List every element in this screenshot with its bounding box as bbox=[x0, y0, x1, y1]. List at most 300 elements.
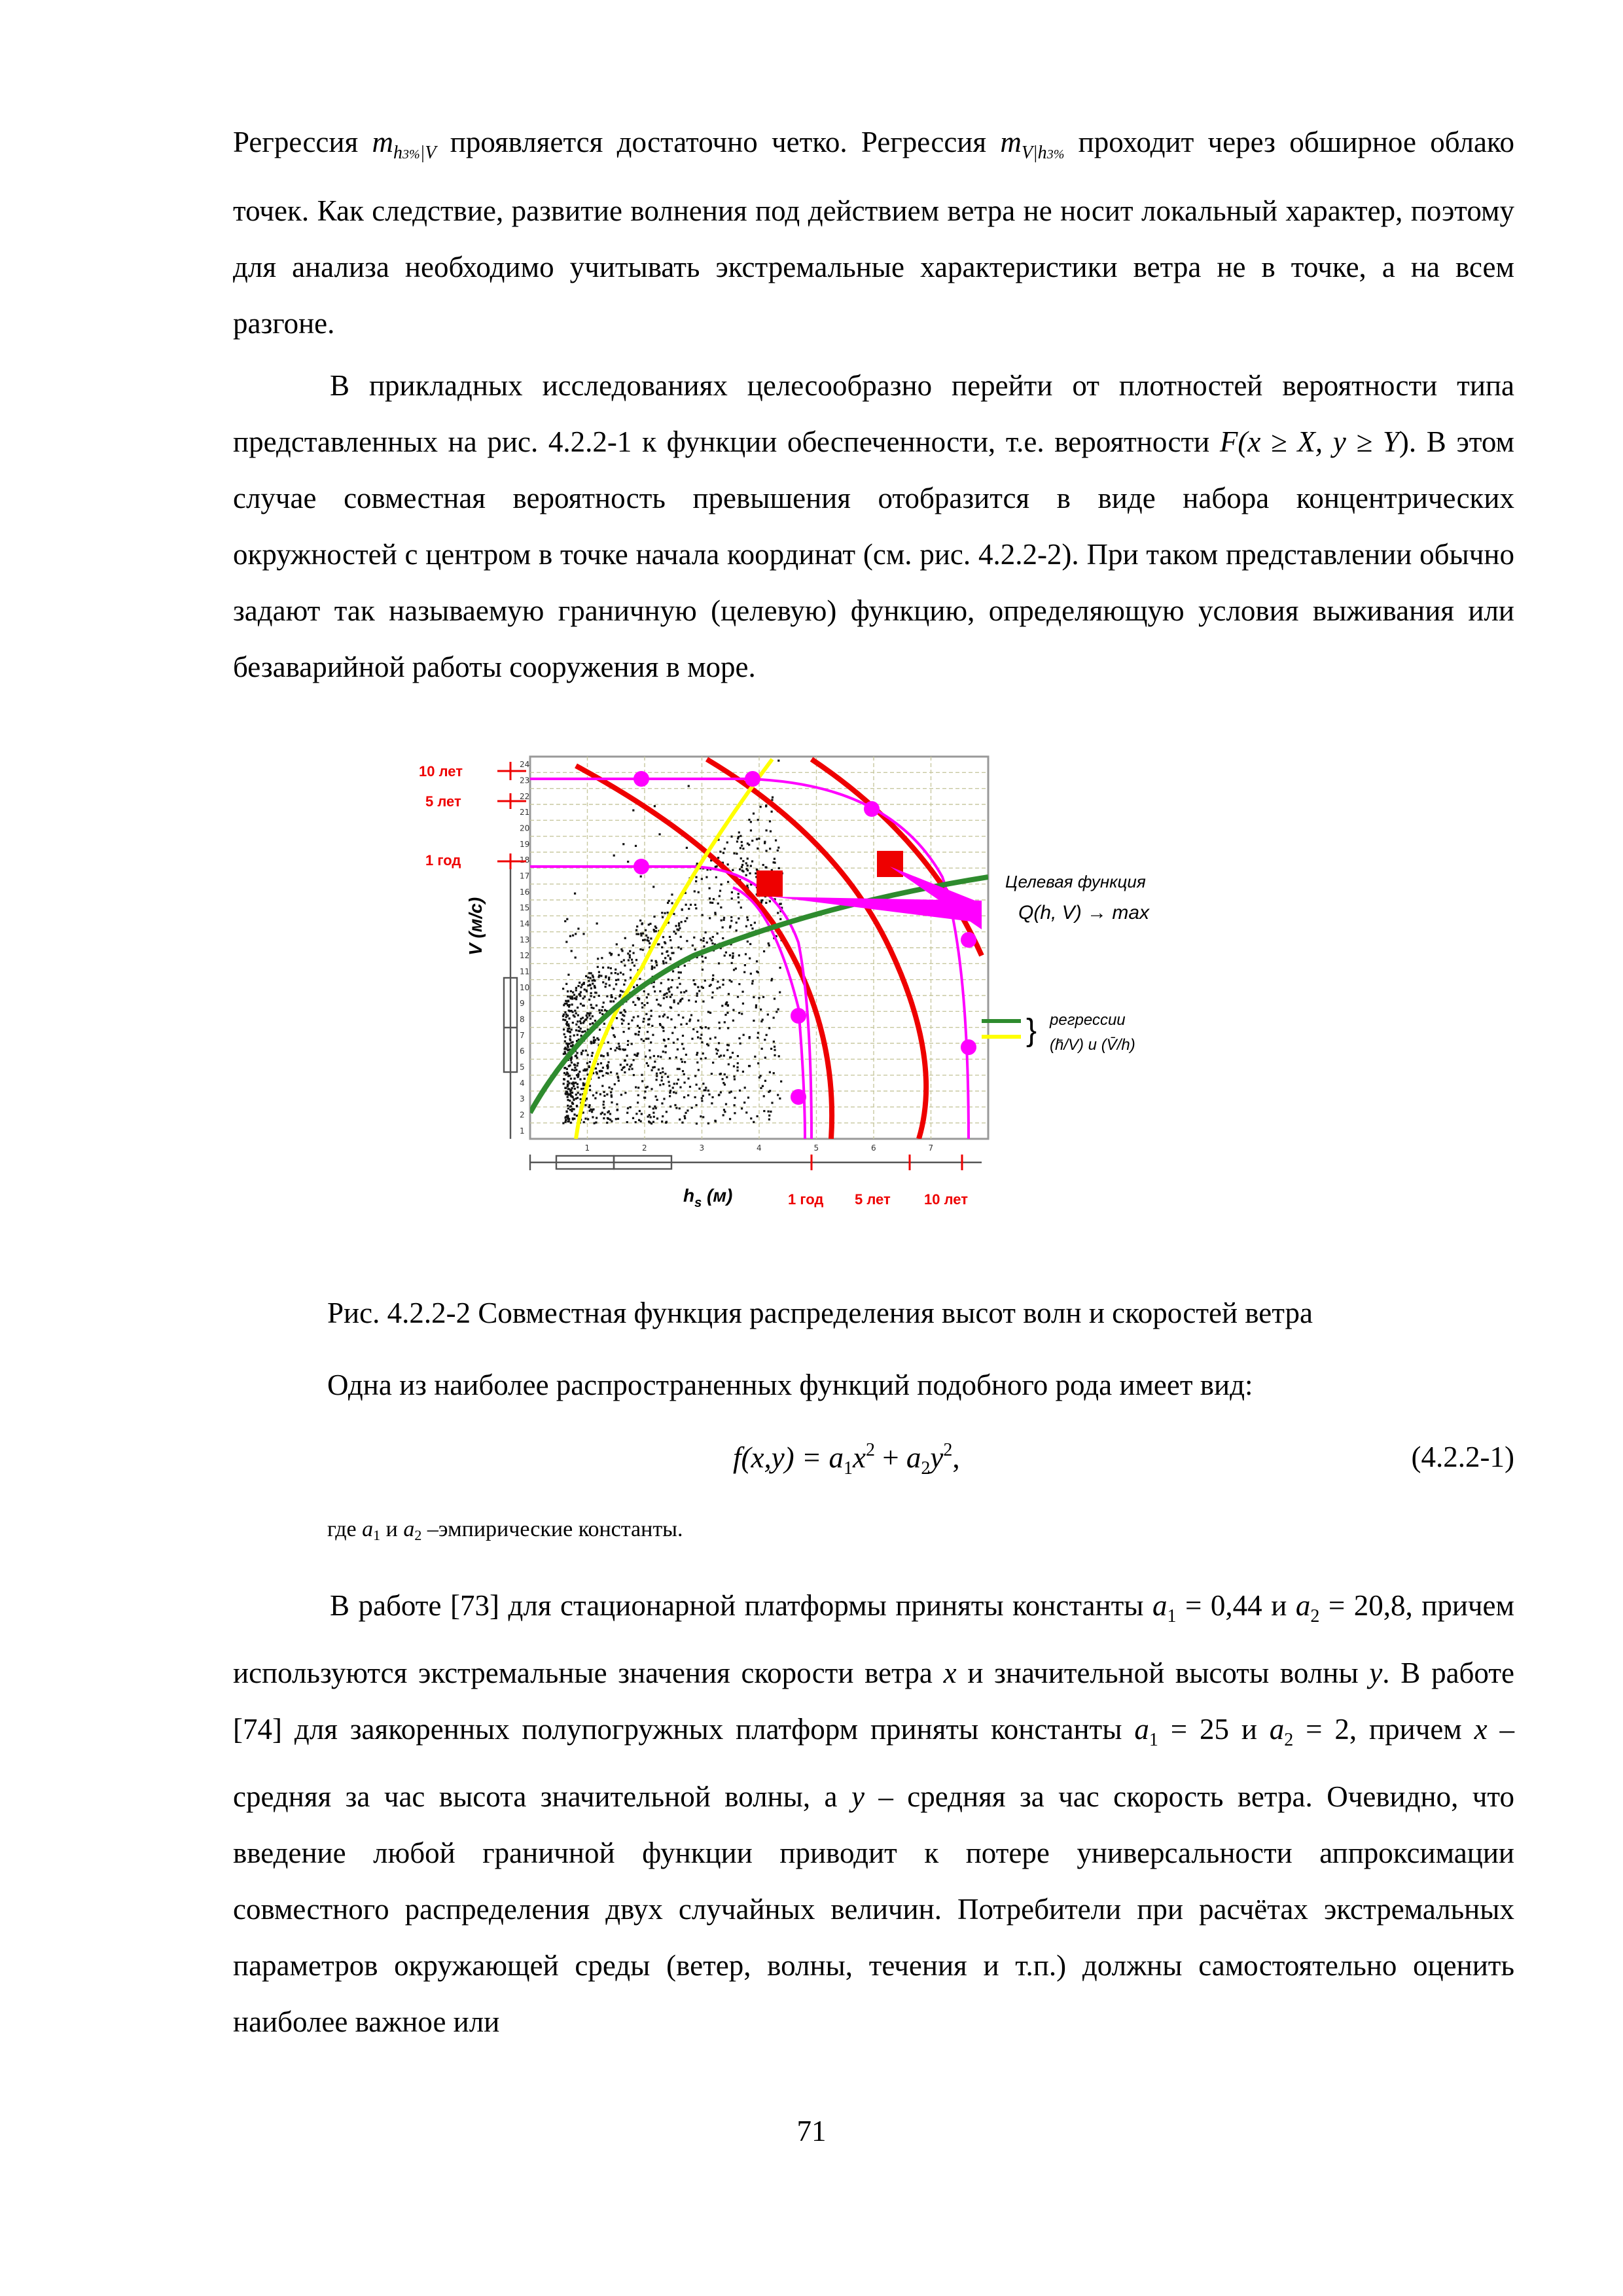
scatter-point bbox=[651, 965, 653, 967]
scatter-point bbox=[770, 831, 772, 833]
scatter-point bbox=[777, 850, 779, 852]
scatter-point bbox=[718, 1022, 720, 1024]
scatter-point bbox=[574, 893, 576, 895]
scatter-point bbox=[745, 868, 747, 870]
scatter-point bbox=[679, 983, 681, 985]
scatter-point bbox=[662, 1067, 664, 1069]
scatter-point bbox=[568, 1028, 570, 1030]
scatter-point bbox=[562, 1122, 564, 1124]
scatter-point bbox=[670, 1018, 672, 1020]
scatter-point bbox=[576, 1115, 578, 1117]
scatter-point bbox=[632, 1059, 634, 1061]
scatter-point bbox=[725, 1103, 727, 1105]
scatter-point bbox=[702, 961, 704, 963]
scatter-point bbox=[765, 866, 767, 868]
scatter-point bbox=[618, 954, 620, 956]
scatter-point bbox=[611, 1088, 613, 1090]
scatter-point bbox=[577, 1014, 579, 1016]
scatter-point bbox=[670, 986, 672, 988]
scatter-point bbox=[729, 926, 731, 928]
scatter-point bbox=[694, 984, 696, 986]
scatter-point bbox=[678, 922, 680, 924]
scatter-point bbox=[749, 943, 751, 945]
scatter-point bbox=[656, 1079, 658, 1081]
scatter-point bbox=[745, 1111, 747, 1113]
scatter-point bbox=[664, 1051, 666, 1053]
scatter-point bbox=[588, 1066, 590, 1067]
text: В работе [73] для стационарной платформы приняты константы bbox=[330, 1589, 1153, 1622]
scatter-point bbox=[777, 760, 779, 762]
scatter-point bbox=[579, 1078, 581, 1080]
scatter-point bbox=[750, 973, 752, 975]
scatter-point bbox=[577, 1092, 579, 1094]
scatter-point bbox=[698, 891, 700, 893]
scatter-point bbox=[566, 1021, 568, 1023]
scatter-point bbox=[780, 1081, 782, 1083]
formula-number: (4.2.2-1) bbox=[1411, 1441, 1514, 1473]
y-tick: 14 bbox=[520, 919, 530, 929]
scatter-point bbox=[736, 1069, 738, 1071]
scatter-point bbox=[569, 1035, 571, 1037]
scatter-point bbox=[685, 904, 687, 906]
scatter-point bbox=[679, 1119, 681, 1121]
scatter-point bbox=[618, 1045, 620, 1047]
scatter-point bbox=[664, 912, 666, 914]
scatter-point bbox=[753, 812, 755, 814]
scatter-point bbox=[576, 1052, 578, 1054]
scatter-point bbox=[628, 1068, 630, 1070]
scatter-point bbox=[613, 988, 615, 990]
scatter-point bbox=[750, 821, 752, 823]
scatter-point bbox=[596, 1005, 597, 1007]
scatter-point bbox=[774, 1049, 776, 1051]
scatter-point bbox=[567, 990, 569, 992]
y-tick: 13 bbox=[520, 935, 530, 944]
scatter-point bbox=[590, 1007, 592, 1009]
scatter-point bbox=[586, 1014, 588, 1016]
scatter-point bbox=[713, 898, 715, 900]
scatter-point bbox=[732, 1020, 734, 1022]
scatter-point bbox=[662, 936, 664, 938]
legend-brace: } bbox=[1026, 1013, 1037, 1048]
scatter-point bbox=[733, 1066, 735, 1067]
scatter-point bbox=[607, 1054, 609, 1056]
formula-a1-sub: 1 bbox=[844, 1458, 853, 1479]
math-condition: |V bbox=[419, 143, 437, 163]
scatter-point bbox=[773, 1041, 775, 1043]
scatter-point bbox=[700, 1033, 702, 1035]
scatter-point bbox=[652, 1034, 654, 1036]
text: = 20,8, причем используются экстремальные значения скорости ветра bbox=[233, 1589, 1514, 1689]
scatter-point bbox=[584, 1104, 586, 1106]
scatter-point bbox=[587, 984, 589, 986]
scatter-point bbox=[691, 1038, 693, 1040]
scatter-point bbox=[582, 1084, 584, 1086]
scatter-point bbox=[688, 1020, 690, 1022]
scatter-point bbox=[669, 1105, 671, 1107]
scatter-point bbox=[662, 962, 664, 964]
scatter-point bbox=[753, 1121, 755, 1123]
scatter-point bbox=[587, 1054, 589, 1056]
scatter-point bbox=[738, 983, 740, 985]
scatter-point bbox=[734, 1112, 736, 1114]
scatter-point bbox=[703, 945, 705, 947]
scatter-point bbox=[647, 1037, 649, 1039]
scatter-point bbox=[715, 1048, 717, 1050]
math-expression: F(x ≥ X, bbox=[1219, 425, 1323, 458]
scatter-point bbox=[602, 1067, 604, 1069]
formula-a1: a bbox=[829, 1441, 844, 1474]
scatter-point bbox=[675, 1092, 677, 1094]
scatter-point bbox=[732, 952, 734, 954]
scatter-point bbox=[662, 960, 664, 962]
bottom-label-5yr: 5 лет bbox=[855, 1191, 891, 1208]
scatter-point bbox=[684, 1117, 686, 1119]
scatter-point bbox=[700, 1037, 702, 1039]
scatter-point bbox=[695, 880, 697, 882]
math-symbol: x bbox=[1474, 1713, 1488, 1746]
scatter-point bbox=[664, 1014, 666, 1016]
scatter-point bbox=[598, 995, 600, 997]
scatter-point bbox=[677, 1014, 679, 1016]
scatter-point bbox=[694, 890, 696, 892]
scatter-point bbox=[705, 957, 707, 959]
scatter-point bbox=[674, 1026, 676, 1028]
scatter-point bbox=[639, 978, 641, 980]
scatter-point bbox=[628, 960, 630, 961]
scatter-point bbox=[607, 1061, 609, 1063]
scatter-point bbox=[597, 958, 599, 960]
scatter-point bbox=[586, 1016, 588, 1018]
scatter-point bbox=[611, 972, 613, 974]
scatter-point bbox=[587, 977, 589, 978]
scatter-point bbox=[677, 1079, 679, 1081]
scatter-point bbox=[757, 819, 759, 821]
scatter-point bbox=[641, 1002, 643, 1004]
scatter-point bbox=[587, 1118, 589, 1120]
scatter-point bbox=[755, 1004, 757, 1006]
scatter-point bbox=[714, 1037, 716, 1039]
scatter-point bbox=[764, 1056, 766, 1058]
scatter-point bbox=[615, 997, 616, 999]
scatter-point bbox=[732, 1052, 734, 1054]
scatter-point bbox=[778, 1055, 780, 1057]
scatter-point bbox=[716, 1052, 718, 1054]
scatter-point bbox=[582, 1083, 584, 1085]
scatter-point bbox=[590, 1018, 592, 1020]
scatter-point bbox=[698, 1069, 700, 1071]
scatter-point bbox=[738, 831, 740, 833]
scatter-point bbox=[770, 1048, 772, 1050]
scatter-point bbox=[701, 956, 703, 958]
scatter-point bbox=[681, 1061, 683, 1063]
scatter-point bbox=[590, 992, 592, 994]
text: = 2, причем bbox=[1293, 1713, 1474, 1746]
scatter-point bbox=[740, 847, 741, 849]
scatter-point bbox=[684, 1061, 686, 1063]
scatter-point bbox=[582, 1031, 584, 1033]
scatter-point bbox=[662, 1030, 664, 1032]
scatter-point bbox=[573, 1064, 575, 1066]
scatter-point bbox=[757, 848, 758, 850]
scatter-point bbox=[669, 957, 671, 959]
scatter-point bbox=[637, 1094, 639, 1096]
scatter-point bbox=[756, 960, 758, 962]
scatter-point bbox=[758, 838, 760, 840]
math-subsubscript: 3% bbox=[1046, 147, 1065, 162]
x-axis-label-sub: s bbox=[694, 1196, 702, 1210]
scatter-point bbox=[756, 971, 758, 973]
scatter-point bbox=[722, 926, 724, 928]
scatter-point bbox=[757, 1115, 758, 1117]
scatter-point bbox=[654, 925, 656, 927]
y-tick: 21 bbox=[520, 808, 530, 817]
scatter-point bbox=[702, 1001, 704, 1003]
scatter-point bbox=[680, 936, 682, 938]
scatter-point bbox=[575, 1013, 577, 1014]
scatter-point bbox=[597, 1039, 599, 1041]
scatter-point bbox=[610, 967, 612, 969]
scatter-point bbox=[728, 993, 730, 995]
scatter-point bbox=[573, 1118, 575, 1120]
scatter-point bbox=[741, 841, 743, 843]
regression-label: регрессии bbox=[1050, 1011, 1126, 1029]
scatter-point bbox=[624, 1049, 626, 1050]
scatter-point bbox=[580, 991, 582, 993]
scatter-point bbox=[575, 987, 577, 989]
scatter-point bbox=[696, 1031, 698, 1033]
scatter-point bbox=[567, 1030, 569, 1032]
scatter-point bbox=[579, 1020, 581, 1022]
scatter-point bbox=[671, 979, 673, 981]
math-symbol: m bbox=[372, 126, 393, 158]
scatter-point bbox=[675, 1107, 677, 1109]
scatter-point bbox=[771, 1102, 773, 1103]
scatter-point bbox=[652, 1107, 654, 1109]
scatter-point bbox=[738, 893, 740, 895]
scatter-point bbox=[591, 1055, 593, 1057]
scatter-point bbox=[647, 1002, 649, 1004]
scatter-point bbox=[676, 1083, 678, 1085]
scatter-point bbox=[678, 925, 680, 927]
y-tick: 15 bbox=[520, 903, 530, 913]
scatter-point bbox=[588, 972, 590, 974]
scatter-point bbox=[573, 1069, 575, 1071]
scatter-point bbox=[777, 1009, 779, 1011]
scatter-point bbox=[696, 1084, 698, 1086]
scatter-point bbox=[630, 969, 632, 971]
scatter-point bbox=[645, 1056, 647, 1058]
scatter-point bbox=[701, 1041, 703, 1043]
scatter-point bbox=[650, 937, 652, 939]
scatter-point bbox=[731, 891, 733, 893]
scatter-point bbox=[643, 1096, 645, 1098]
scatter-point bbox=[732, 1009, 734, 1011]
scatter-point bbox=[685, 990, 687, 992]
scatter-point bbox=[651, 960, 652, 961]
text: . В работе [74] для заякоренных полупогружных платформ приняты константы bbox=[233, 1657, 1514, 1746]
scatter-point bbox=[683, 1073, 685, 1075]
scatter-point bbox=[658, 1003, 660, 1005]
left-label-10yr: 10 лет bbox=[419, 763, 463, 780]
scatter-point bbox=[612, 1028, 614, 1030]
scatter-point bbox=[719, 986, 721, 988]
scatter-point bbox=[563, 1079, 565, 1081]
scatter-point bbox=[675, 925, 677, 927]
scatter-point bbox=[768, 1027, 770, 1029]
scatter-point bbox=[600, 1113, 602, 1115]
scatter-point bbox=[738, 901, 740, 903]
scatter-point bbox=[686, 940, 688, 942]
scatter-point bbox=[767, 1111, 769, 1113]
scatter-point bbox=[593, 1037, 595, 1039]
scatter-point bbox=[779, 918, 781, 920]
scatter-point bbox=[690, 904, 692, 906]
scatter-point bbox=[592, 1015, 594, 1017]
scatter-point bbox=[585, 1050, 587, 1052]
scatter-point bbox=[563, 1014, 565, 1016]
scatter-point bbox=[603, 1001, 605, 1003]
math-subscript: 2 bbox=[1310, 1606, 1320, 1626]
scatter-point bbox=[598, 971, 600, 973]
x-axis-label-unit: (м) bbox=[702, 1185, 733, 1206]
scatter-point bbox=[696, 1122, 698, 1124]
scatter-point bbox=[592, 1094, 594, 1096]
scatter-point bbox=[607, 1041, 609, 1043]
scatter-point bbox=[580, 1098, 582, 1100]
scatter-point bbox=[726, 1076, 728, 1078]
scatter-point bbox=[620, 1094, 622, 1096]
scatter-point bbox=[602, 1103, 604, 1105]
scatter-point bbox=[683, 991, 685, 993]
scatter-point bbox=[641, 922, 643, 924]
marker bbox=[791, 1089, 806, 1105]
scatter-point bbox=[603, 1107, 605, 1109]
scatter-point bbox=[649, 1049, 651, 1051]
scatter-point bbox=[731, 897, 733, 899]
scatter-point bbox=[618, 1080, 620, 1082]
scatter-point bbox=[568, 1043, 570, 1045]
scatter-point bbox=[761, 899, 763, 901]
scatter-point bbox=[564, 920, 566, 922]
scatter-point bbox=[663, 997, 665, 999]
scatter-point bbox=[670, 1007, 672, 1009]
scatter-point bbox=[728, 1044, 730, 1046]
math-symbol: x bbox=[943, 1657, 957, 1689]
x-tick: 5 bbox=[813, 1143, 819, 1153]
scatter-point bbox=[671, 952, 673, 954]
scatter-point bbox=[682, 1070, 684, 1072]
scatter-point bbox=[702, 1095, 704, 1097]
scatter-point bbox=[679, 927, 681, 929]
scatter-point bbox=[771, 978, 773, 980]
scatter-point bbox=[648, 1121, 650, 1122]
math-subscript: 1 bbox=[1149, 1730, 1158, 1750]
scatter-point bbox=[634, 1004, 636, 1006]
scatter-point bbox=[624, 1060, 626, 1062]
scatter-point bbox=[592, 1041, 594, 1043]
scatter-point bbox=[745, 953, 747, 955]
scatter-point bbox=[637, 1086, 639, 1088]
scatter-point bbox=[575, 956, 577, 958]
scatter-point bbox=[708, 888, 710, 889]
scatter-point bbox=[721, 884, 722, 886]
scatter-point bbox=[621, 1022, 623, 1024]
scatter-point bbox=[607, 1117, 609, 1119]
scatter-point bbox=[764, 1080, 766, 1082]
scatter-point bbox=[665, 1045, 667, 1047]
y-tick: 17 bbox=[520, 871, 530, 881]
scatter-point bbox=[725, 952, 727, 954]
scatter-point bbox=[705, 1086, 707, 1088]
scatter-point bbox=[765, 902, 767, 904]
scatter-point bbox=[747, 1096, 749, 1098]
scatter-point bbox=[779, 991, 781, 993]
scatter-point bbox=[635, 845, 637, 847]
scatter-point bbox=[620, 1064, 622, 1066]
joint-distribution-figure bbox=[406, 746, 1361, 1270]
scatter-point bbox=[632, 809, 634, 811]
scatter-point bbox=[741, 864, 743, 866]
scatter-point bbox=[569, 935, 571, 937]
scatter-point bbox=[774, 1046, 776, 1048]
scatter-point bbox=[573, 1014, 575, 1016]
scatter-point bbox=[750, 865, 752, 867]
scatter-point bbox=[778, 867, 780, 869]
scatter-point bbox=[723, 1109, 725, 1111]
scatter-point bbox=[614, 1036, 616, 1038]
scatter-point bbox=[739, 869, 741, 870]
scatter-point bbox=[702, 969, 704, 971]
scatter-point bbox=[628, 1028, 630, 1030]
scatter-point bbox=[608, 978, 610, 980]
scatter-point bbox=[740, 1043, 741, 1045]
scatter-point bbox=[668, 900, 670, 902]
scatter-point bbox=[719, 1027, 721, 1029]
scatter-point bbox=[626, 1064, 628, 1066]
scatter-point bbox=[567, 1046, 569, 1048]
scatter-point bbox=[627, 1107, 629, 1109]
scatter-point bbox=[563, 1083, 565, 1085]
scatter-point bbox=[750, 1117, 752, 1119]
scatter-point bbox=[650, 1041, 652, 1043]
scatter-point bbox=[747, 941, 749, 942]
scatter-point bbox=[768, 942, 770, 944]
scatter-point bbox=[657, 1055, 659, 1057]
math-symbol: a bbox=[1295, 1589, 1311, 1622]
scatter-point bbox=[727, 1027, 729, 1029]
scatter-point bbox=[722, 919, 724, 921]
scatter-point bbox=[700, 1058, 702, 1060]
scatter-point bbox=[641, 1113, 643, 1115]
scatter-point bbox=[622, 973, 624, 975]
scatter-point bbox=[584, 1118, 586, 1120]
scatter-point bbox=[638, 997, 640, 999]
scatter-point bbox=[748, 819, 750, 821]
scatter-point bbox=[591, 1111, 593, 1113]
scatter-point bbox=[624, 1071, 626, 1073]
scatter-point bbox=[711, 1073, 713, 1075]
scatter-point bbox=[766, 1034, 768, 1036]
scatter-point bbox=[693, 937, 695, 939]
scatter-point bbox=[762, 996, 764, 998]
scatter-point bbox=[568, 1018, 570, 1020]
scatter-point bbox=[573, 1099, 575, 1101]
scatter-point bbox=[697, 986, 699, 988]
left-label-5yr: 5 лет bbox=[425, 793, 461, 810]
scatter-point bbox=[610, 1071, 612, 1073]
scatter-point bbox=[582, 997, 584, 999]
